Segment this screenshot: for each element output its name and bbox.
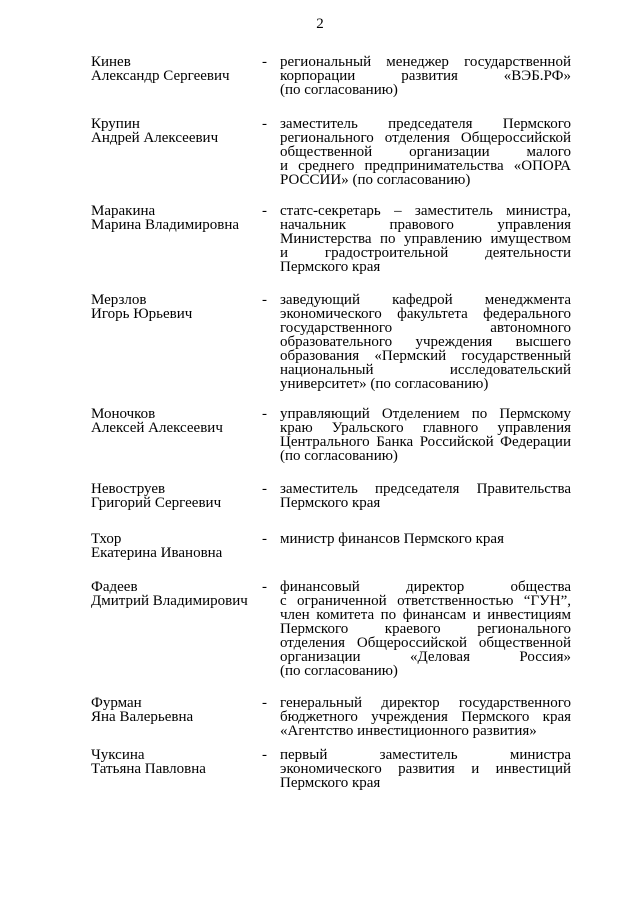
member-given-names: Александр Сергеевич [91, 68, 230, 84]
position-line: и среднего предпринимательства «ОПОРА [280, 158, 571, 174]
member-name [91, 696, 261, 724]
member-given-names: Татьяна Павловна [91, 761, 206, 777]
member-name [91, 293, 261, 321]
member-position [280, 696, 571, 738]
dash-separator: - [262, 406, 267, 422]
member-position [280, 55, 571, 97]
position-line: (по согласованию) [280, 448, 398, 464]
member-name [91, 482, 261, 510]
member-surname: Чуксина [91, 747, 145, 763]
member-surname: Невоструев [91, 481, 166, 497]
member-position [280, 532, 571, 546]
position-line: заведующий кафедрой менеджмента [280, 292, 571, 308]
member-position [280, 117, 571, 187]
position-line: Министерства по управлению имуществом [280, 231, 571, 247]
position-line: генеральный директор государственного [280, 695, 571, 711]
position-line: заместитель председателя Правительства [280, 481, 571, 497]
member-surname: Фадеев [91, 579, 138, 595]
position-line: образования «Пермский государственный [280, 348, 571, 364]
member-given-names: Игорь Юрьевич [91, 306, 193, 322]
position-line: отделения Общероссийской общественной [280, 635, 571, 651]
dash-separator: - [262, 579, 267, 595]
position-line: с ограниченной ответственностью “ГУН”, [280, 593, 571, 609]
position-line: организации «Деловая Россия» [280, 649, 571, 665]
member-given-names: Дмитрий Владимирович [91, 593, 248, 609]
member-surname: Тхор [91, 531, 122, 547]
dash-separator: - [262, 531, 267, 547]
member-surname: Крупин [91, 116, 140, 132]
member-surname: Фурман [91, 695, 142, 711]
position-line: общественной организации малого [280, 144, 571, 160]
member-surname: Маракина [91, 203, 156, 219]
position-line: начальник правового управления [280, 217, 571, 233]
position-line: экономического развития и инвестиций [280, 761, 571, 777]
member-name [91, 580, 261, 608]
position-line: министр финансов Пермского края [280, 531, 504, 547]
position-line: Пермского края [280, 775, 381, 791]
member-name [91, 204, 261, 232]
member-name [91, 55, 261, 83]
member-position [280, 482, 571, 510]
member-given-names: Алексей Алексеевич [91, 420, 223, 436]
position-line: национальный исследовательский [280, 362, 571, 378]
position-line: Пермского краевого регионального [280, 621, 571, 637]
member-name [91, 117, 261, 145]
position-line: региональный менеджер государственной [280, 54, 571, 70]
member-surname: Кинев [91, 54, 131, 70]
position-line: член комитета по финансам и инвестициям [280, 607, 571, 623]
position-line: РОССИИ» (по согласованию) [280, 172, 471, 188]
member-position [280, 293, 571, 391]
member-name [91, 532, 261, 560]
member-position [280, 748, 571, 790]
position-line: государственного автономного [280, 320, 571, 336]
member-name [91, 748, 261, 776]
position-line: управляющий Отделением по Пермскому [280, 406, 571, 422]
member-position [280, 204, 571, 274]
position-line: (по согласованию) [280, 82, 398, 98]
member-given-names: Екатерина Ивановна [91, 545, 223, 561]
dash-separator: - [262, 292, 267, 308]
member-given-names: Андрей Алексеевич [91, 130, 219, 146]
member-position [280, 580, 571, 678]
member-surname: Моночков [91, 406, 156, 422]
position-line: Пермского края [280, 495, 381, 511]
member-position [280, 407, 571, 463]
position-line: университет» (по согласованию) [280, 376, 489, 392]
position-line: Центрального Банка Российской Федерации [280, 434, 571, 450]
member-name [91, 407, 261, 435]
dash-separator: - [262, 54, 267, 70]
position-line: корпорации развития «ВЭБ.РФ» [280, 68, 571, 84]
position-line: «Агентство инвестиционного развития» [280, 723, 537, 739]
dash-separator: - [262, 695, 267, 711]
member-given-names: Григорий Сергеевич [91, 495, 222, 511]
position-line: бюджетного учреждения Пермского края [280, 709, 571, 725]
position-line: образовательного учреждения высшего [280, 334, 571, 350]
position-line: и градостроительной деятельности [280, 245, 571, 261]
position-line: Пермского края [280, 259, 381, 275]
position-line: заместитель председателя Пермского [280, 116, 571, 132]
dash-separator: - [262, 116, 267, 132]
position-line: финансовый директор общества [280, 579, 571, 595]
member-given-names: Яна Валерьевна [91, 709, 194, 725]
position-line: первый заместитель министра [280, 747, 571, 763]
member-surname: Мерзлов [91, 292, 147, 308]
member-given-names: Марина Владимировна [91, 217, 240, 233]
position-line: регионального отделения Общероссийской [280, 130, 571, 146]
position-line: статс-секретарь – заместитель министра, [280, 203, 571, 219]
page-number: 2 [316, 16, 324, 32]
dash-separator: - [262, 481, 267, 497]
position-line: (по согласованию) [280, 663, 398, 679]
dash-separator: - [262, 203, 267, 219]
dash-separator: - [262, 747, 267, 763]
position-line: экономического факультета федерального [280, 306, 571, 322]
position-line: краю Уральского главного управления [280, 420, 571, 436]
